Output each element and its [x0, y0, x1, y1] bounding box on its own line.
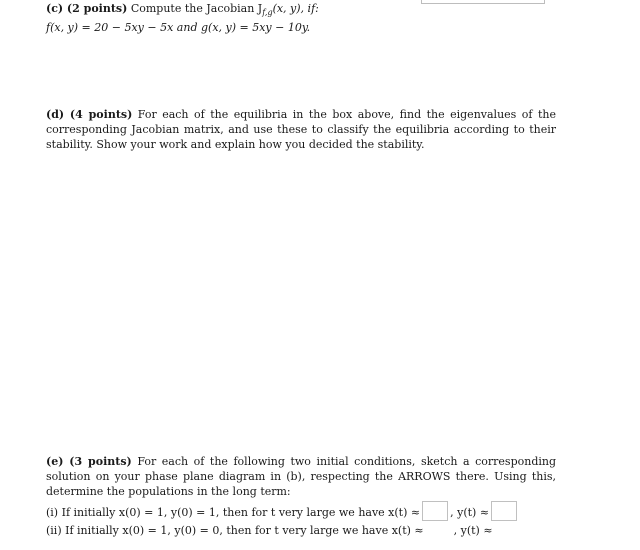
answer-box-ii-x[interactable] — [426, 521, 452, 539]
part-c-text: Compute the Jacobian J — [130, 2, 263, 15]
part-e-question — [46, 454, 556, 499]
answer-line-i — [46, 501, 566, 521]
answer-box-i-y[interactable] — [491, 501, 517, 521]
line-ii-sep: , y(t) ≈ — [453, 524, 493, 537]
part-c-functions: f(x, y) = 20 − 5xy − 5x and g(x, y) = 5xy − 10y. — [46, 21, 311, 35]
answer-box-ii-y[interactable] — [495, 521, 521, 539]
line-i-prefix: (i) If initially x(0) = 1, y(0) = 1, then for t very large we have x(t) ≈ — [46, 506, 421, 519]
line-ii-prefix: (ii) If initially x(0) = 1, y(0) = 0, then for t very large we have x(t) ≈ — [46, 524, 424, 537]
part-d-text: For each of the equilibria in the box above, find the eigenvalues of the corresponding Jacobian matrix, and use these to classify the equilibria according to their stability. Show your work and explain how you decided the stability. — [46, 108, 556, 151]
part-d — [46, 107, 556, 152]
part-e-text: For each of the following two initial conditions, sketch a corresponding solution on your phase plane diagram in (b), respecting the ARROWS there. Using this, determine the populations in the long term: — [46, 455, 557, 498]
part-e — [46, 454, 556, 499]
answer-box-i-x[interactable] — [422, 501, 448, 521]
part-d-label: (d) (4 points) — [46, 108, 133, 121]
line-i-sep: , y(t) ≈ — [450, 506, 490, 519]
part-e-answers — [46, 501, 566, 541]
answer-line-ii — [46, 521, 566, 541]
part-e-label: (e) (3 points) — [46, 455, 132, 468]
part-c — [46, 1, 556, 35]
part-c-question — [46, 1, 556, 20]
part-d-question — [46, 107, 556, 152]
jacobian-subscript: f,g — [262, 8, 273, 18]
part-c-label: (c) (2 points) — [46, 2, 128, 15]
jacobian-args: (x, y), if: — [272, 2, 319, 15]
